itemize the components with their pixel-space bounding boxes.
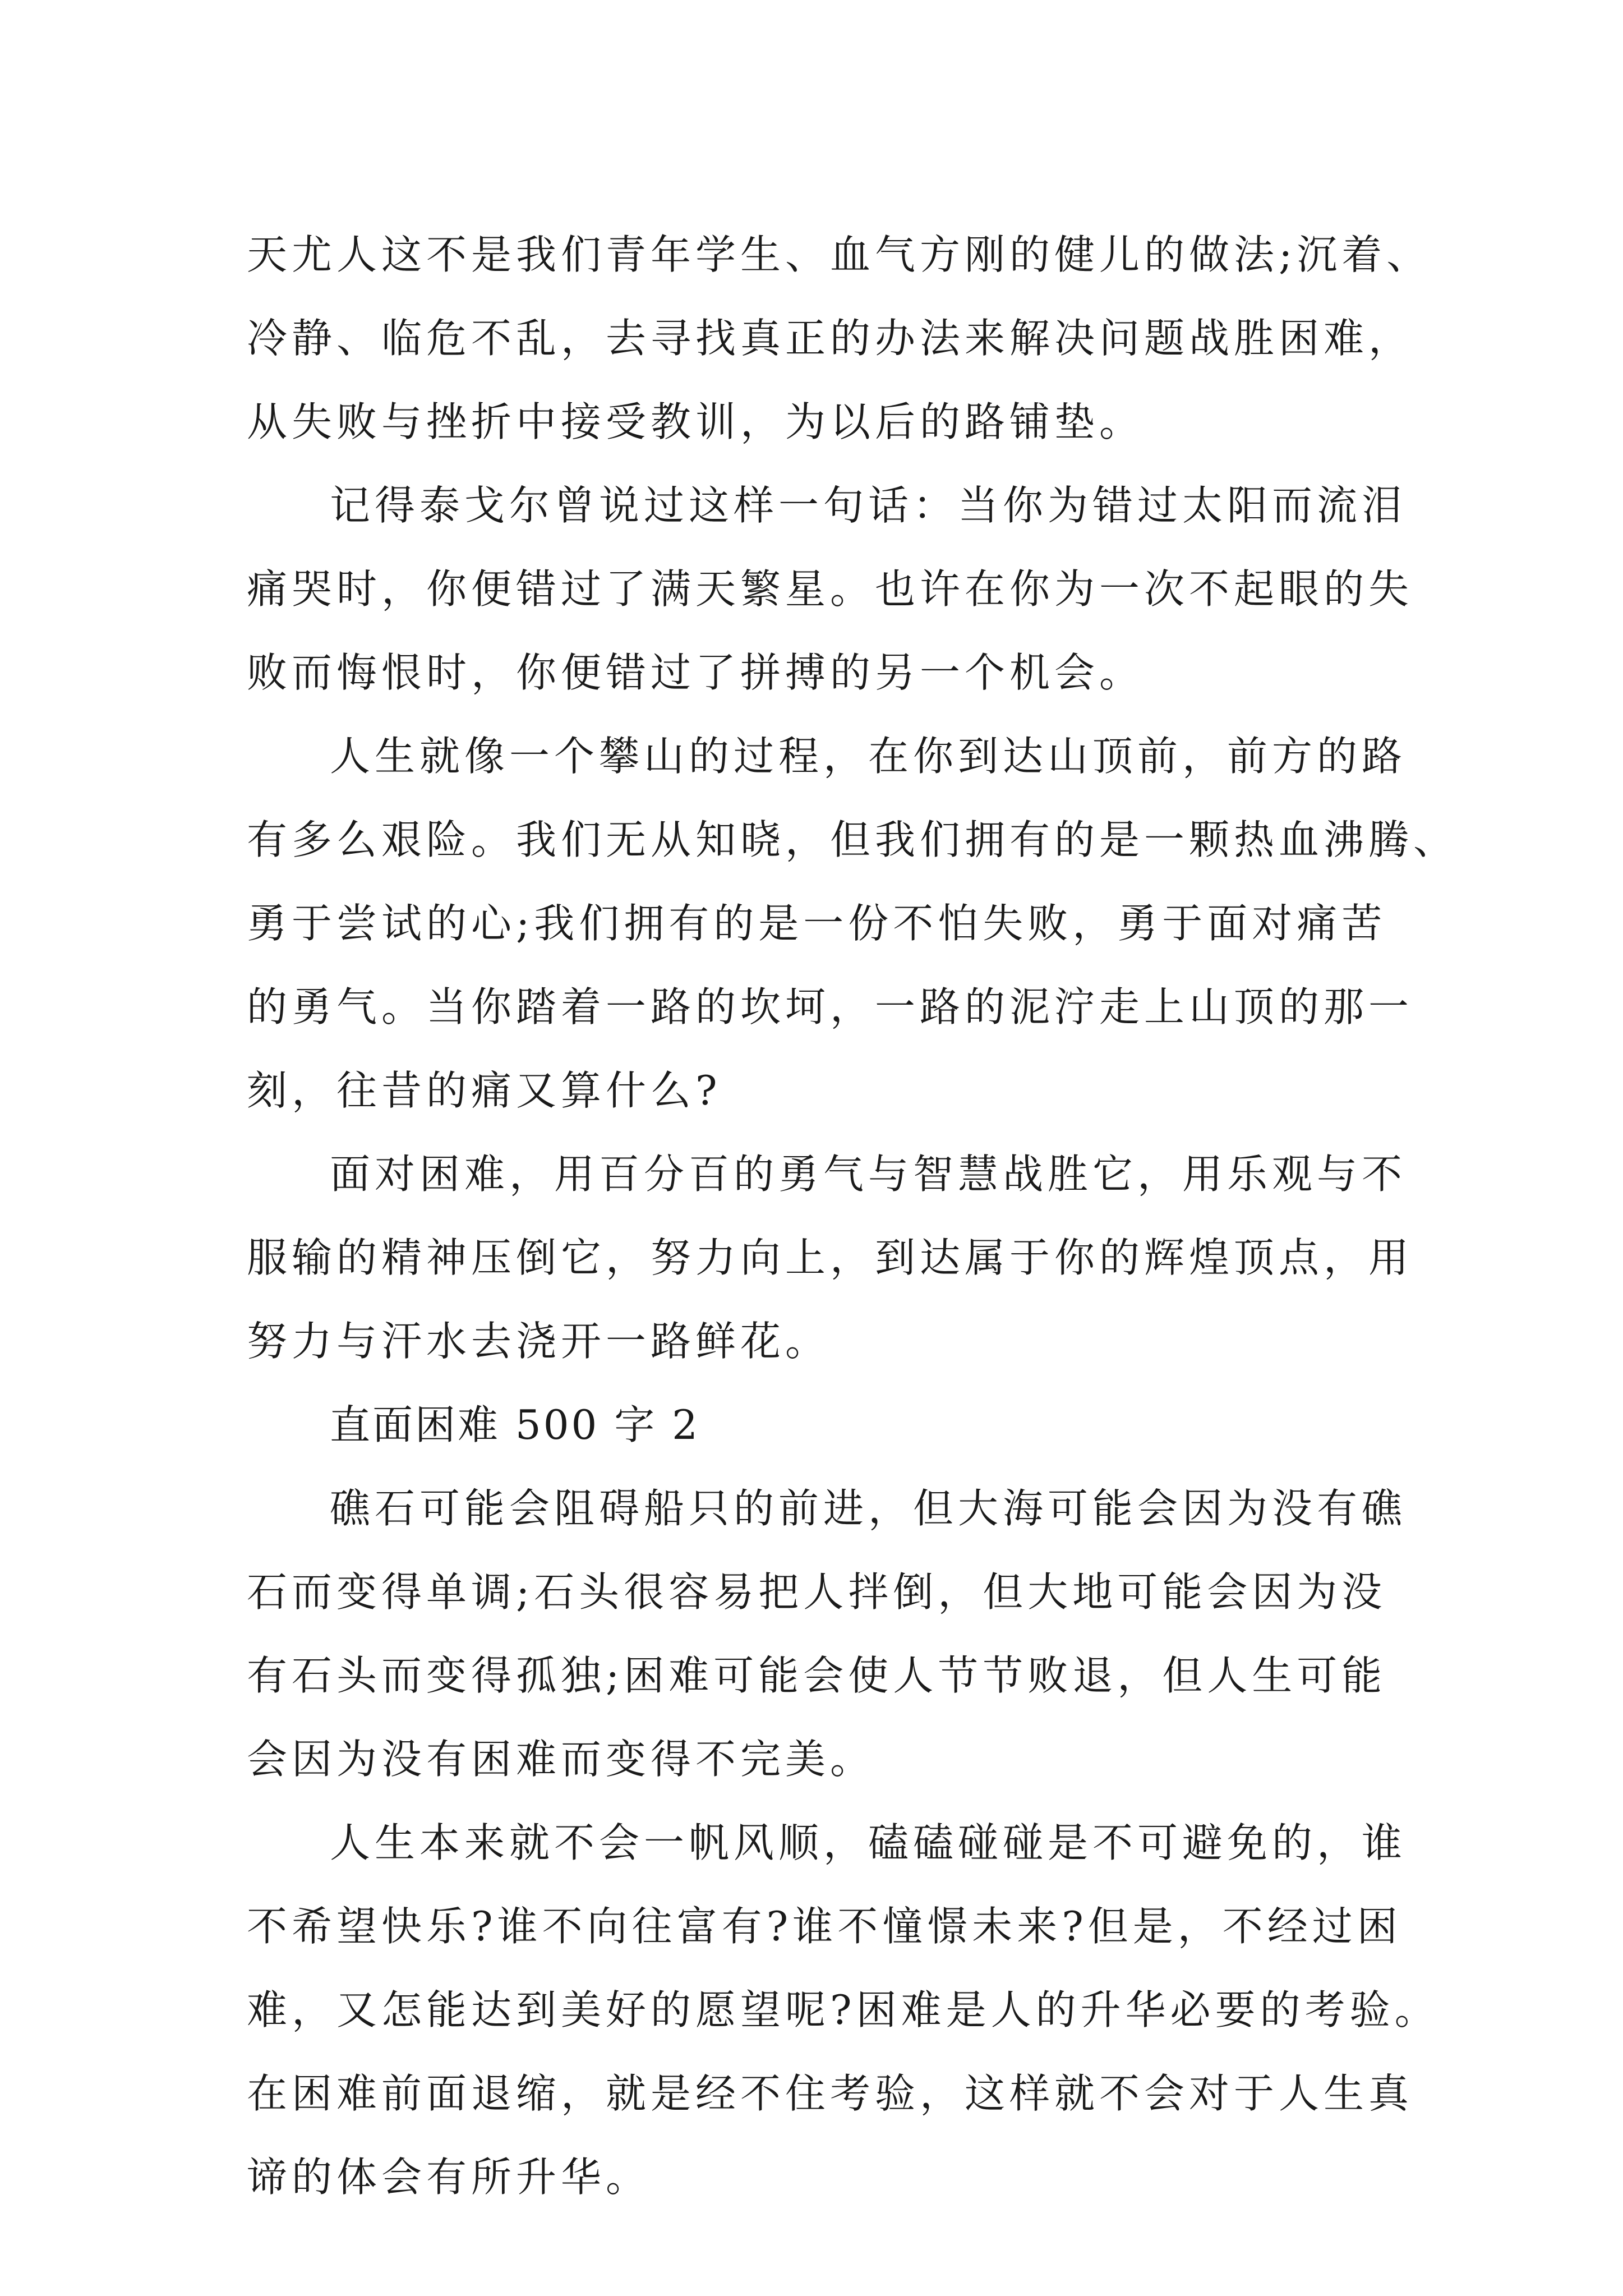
text-line: 在困难前面退缩，就是经不住考验，这样就不会对于人生真 bbox=[247, 2070, 1414, 2117]
text-line: 败而悔恨时，你便错过了拼搏的另一个机会。 bbox=[247, 649, 1145, 696]
paragraph-first-line: 人生本来就不会一帆风顺，磕磕碰碰是不可避免的，谁 bbox=[330, 1819, 1407, 1866]
document-body bbox=[247, 213, 1459, 2219]
paragraph-first-line: 人生就像一个攀山的过程，在你到达山顶前，前方的路 bbox=[330, 733, 1407, 780]
text-line: 勇于尝试的心;我们拥有的是一份不怕失败，勇于面对痛苦 bbox=[247, 900, 1387, 947]
paragraph-first-line: 记得泰戈尔曾说过这样一句话：当你为错过太阳而流泪 bbox=[330, 482, 1407, 529]
paragraph-first-line: 面对困难，用百分百的勇气与智慧战胜它，用乐观与不 bbox=[330, 1151, 1407, 1198]
text-line: 的勇气。当你踏着一路的坎坷，一路的泥泞走上山顶的那一 bbox=[247, 983, 1414, 1030]
section-heading: 直面困难 500 字 2 bbox=[330, 1401, 700, 1448]
text-line: 从失败与挫折中接受教训，为以后的路铺垫。 bbox=[247, 398, 1145, 445]
text-line: 刻，往昔的痛又算什么? bbox=[247, 1067, 722, 1114]
text-line: 不希望快乐?谁不向往富有?谁不憧憬未来?但是，不经过困 bbox=[247, 1903, 1402, 1950]
text-line: 痛哭时，你便错过了满天繁星。也许在你为一次不起眼的失 bbox=[247, 565, 1414, 613]
text-line: 有石头而变得孤独;困难可能会使人节节败退，但人生可能 bbox=[247, 1652, 1387, 1699]
text-line: 天尤人这不是我们青年学生、血气方刚的健儿的做法;沉着、 bbox=[247, 231, 1432, 278]
text-line: 难，又怎能达到美好的愿望呢?困难是人的升华必要的考验。 bbox=[247, 1986, 1440, 2033]
text-line: 努力与汗水去浇开一路鲜花。 bbox=[247, 1318, 831, 1365]
text-line: 石而变得单调;石头很容易把人拌倒，但大地可能会因为没 bbox=[247, 1568, 1387, 1616]
text-line: 服输的精神压倒它，努力向上，到达属于你的辉煌顶点，用 bbox=[247, 1234, 1414, 1281]
text-line: 冷静、临危不乱，去寻找真正的办法来解决问题战胜困难， bbox=[247, 315, 1414, 362]
text-line: 谛的体会有所升华。 bbox=[247, 2154, 651, 2201]
paragraph-first-line: 礁石可能会阻碍船只的前进，但大海可能会因为没有礁 bbox=[330, 1485, 1407, 1532]
text-line: 有多么艰险。我们无从知晓，但我们拥有的是一颗热血沸腾、 bbox=[247, 816, 1459, 863]
text-line: 会因为没有困难而变得不完美。 bbox=[247, 1736, 875, 1783]
